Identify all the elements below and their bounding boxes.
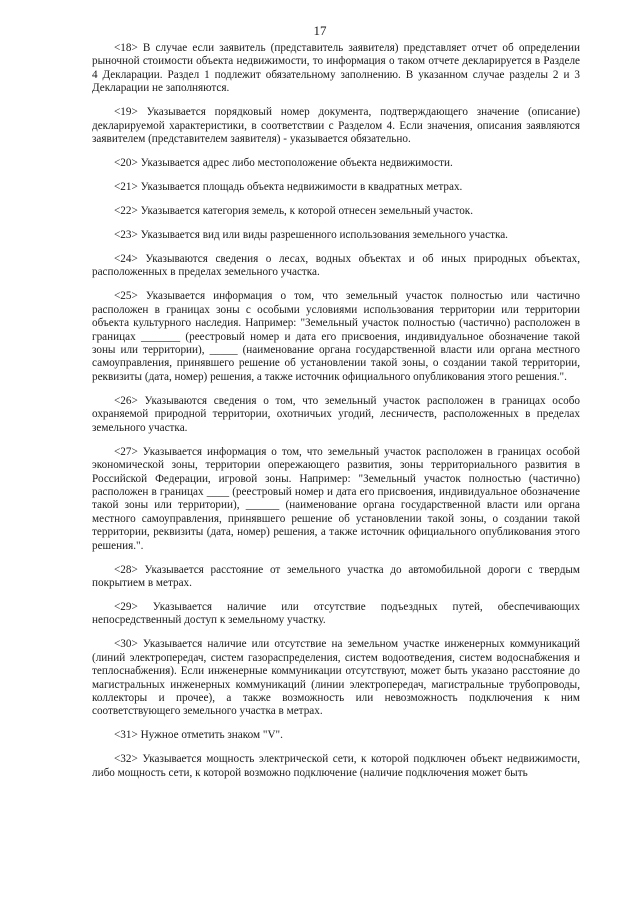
- footnote-24: <24> Указываются сведения о лесах, водных объектах и об иных природных объектах, расположенных в пределах земельного участка.: [92, 253, 580, 279]
- footnote-20: <20> Указывается адрес либо местоположение объекта недвижимости.: [114, 157, 453, 170]
- footnote-30: <30> Указывается наличие или отсутствие на земельном участке инженерных коммуникаций (линий электропередач, систем газораспределения, систем водоотведения, систем водоснабжения и теплоснабжения). Если инженерные коммуникации отсутствуют, может быть указано расстояние до магистральных инженерных коммуникаций (линии электропередач, магистральные трубопроводы, коллекторы и прочее), а также возможность или невозможность подключения к ним соответствующего земельного участка в метрах.: [92, 638, 580, 718]
- footnote-25: <25> Указывается информация о том, что земельный участок полностью или частично расположен в границах зоны с особыми условиями использования территории или территории объекта культурного наследия. Например: "Земельный участок полностью (частично) расположен в границах _______ (реестровый номер и дата его присвоения, индивидуальное обозначение такой зоны или территории), _____ (наименование органа государственной власти или органа местного самоуправления, принявшего решение об установлении такой зоны, о создании такой территории, реквизиты (дата, номер) решения, а также источник официального опубликования этого решения.".: [92, 290, 580, 383]
- footnote-27: <27> Указывается информация о том, что земельный участок расположен в границах особой экономической зоны, территории опережающего развития, зоны территориального развития в Российской Федерации, игровой зоны. Например: "Земельный участок полностью (частично) расположен в границах ____ (реестровый номер и дата его присвоения, индивидуальное обозначение такой зоны или территории), ______ (наименование органа государственной власти или органа местного самоуправления, принявшего решение об установлении такой зоны, о создании такой территории, реквизиты (дата, номер) решения, а также источник официального опубликования этого решения.".: [92, 445, 580, 552]
- footnote-26: <26> Указываются сведения о том, что земельный участок расположен в границах особо охраняемой природной территории, охотничьих угодий, лесничеств, расположенных в пределах земельного участка.: [92, 394, 580, 434]
- footnote-32: <32> Указывается мощность электрической сети, к которой подключен объект недвижимости, либо мощность сети, к которой возможно подключение (наличие подключения может быть: [92, 753, 580, 779]
- footnote-31: <31> Нужное отметить знаком "V".: [114, 729, 283, 742]
- page-number: 17: [313, 23, 327, 38]
- footnote-29: <29> Указывается наличие или отсутствие подъездных путей, обеспечивающих непосредственный доступ к земельному участку.: [92, 600, 580, 627]
- footnote-28: <28> Указывается расстояние от земельного участка до автомобильной дороги с твердым покрытием в метрах.: [92, 563, 580, 589]
- footnote-18: <18> В случае если заявитель (представитель заявителя) представляет отчет об определении рыночной стоимости объекта недвижимости, то информация о таком отчете декларируется в Разделе 4 Декларации. Раздел 1 подлежит обязательному заполнению. В указанном случае разделы 2 и 3 Декларации не заполняются.: [92, 42, 580, 95]
- footnote-21: <21> Указывается площадь объекта недвижимости в квадратных метрах.: [114, 181, 463, 194]
- footnote-22: <22> Указывается категория земель, к которой отнесен земельный участок.: [114, 205, 474, 218]
- document-body: [92, 42, 580, 791]
- footnote-23: <23> Указывается вид или виды разрешенного использования земельного участка.: [114, 229, 508, 242]
- footnote-19: <19> Указывается порядковый номер документа, подтверждающего значение (описание) декларируемой характеристики, в соответствии с Разделом 4. Если значения, описания заявляются заявителем (представителем заявителя) - указывается обязательно.: [92, 106, 580, 146]
